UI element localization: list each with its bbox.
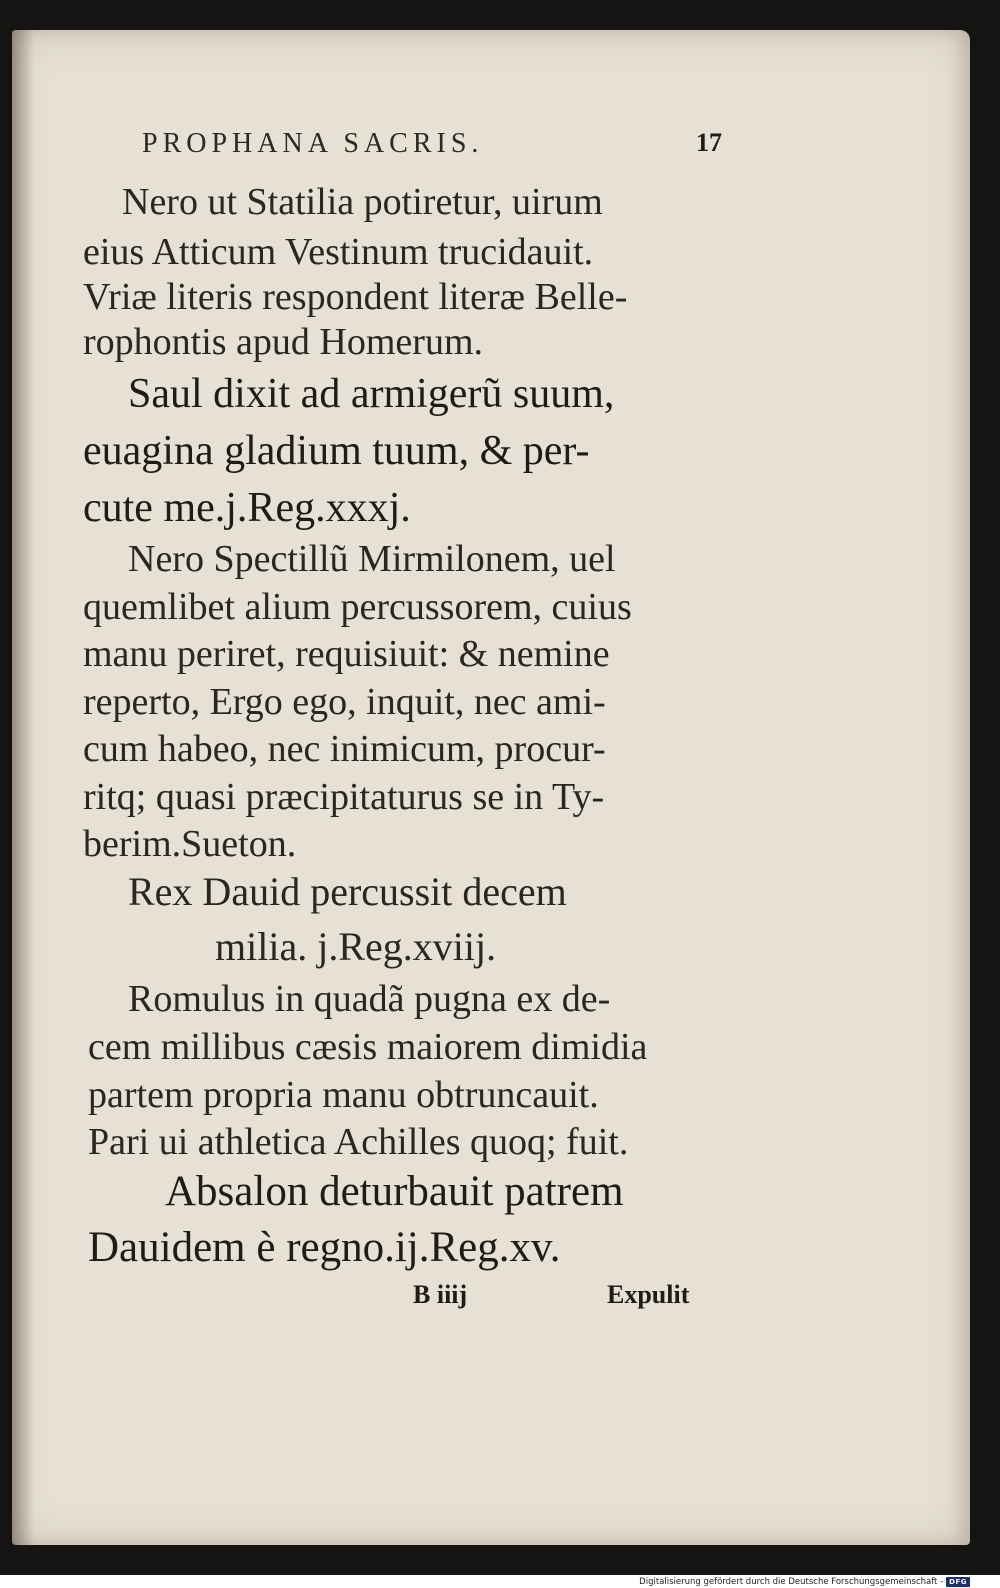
running-title: PROPHANA SACRIS. xyxy=(142,128,484,159)
text-line: Rex Dauid percussit decem xyxy=(128,869,567,914)
text-line: Dauidem è regno.ij.Reg.xv. xyxy=(88,1224,561,1271)
text-line: Vriæ literis respondent literæ Belle- xyxy=(83,276,628,318)
text-line: euagina gladium tuum, & per- xyxy=(83,428,590,474)
text-line: rophontis apud Homerum. xyxy=(83,321,484,363)
text-line: Romulus in quadã pugna ex de- xyxy=(128,978,611,1020)
text-line: Absalon deturbauit patrem xyxy=(165,1168,624,1215)
text-line: berim.Sueton. xyxy=(83,823,297,865)
credit-text: Digitalisierung gefördert durch die Deutsche Forschungsgemeinschaft - xyxy=(639,1577,944,1587)
text-line: eius Atticum Vestinum trucidauit. xyxy=(83,231,594,273)
text-line: cem millibus cæsis maiorem dimidia xyxy=(88,1026,648,1068)
text-line: Saul dixit ad armigerũ suum, xyxy=(128,371,615,417)
text-line: cum habeo, nec inimicum, procur- xyxy=(83,728,606,770)
text-line: quemlibet alium percussorem, cuius xyxy=(83,586,632,628)
text-line: reperto, Ergo ego, inquit, nec ami- xyxy=(83,681,606,723)
text-line: milia. j.Reg.xviij. xyxy=(215,924,497,969)
text-line: Pari ui athletica Achilles quoq; fuit. xyxy=(88,1121,629,1163)
dfg-logo: DFG xyxy=(946,1577,970,1587)
text-line: partem propria manu obtruncauit. xyxy=(88,1074,599,1116)
catchword: Expulit xyxy=(607,1280,690,1309)
folio-number: 17 xyxy=(696,128,722,157)
signature-mark: B iiij xyxy=(413,1280,468,1309)
text-line: cute me.j.Reg.xxxj. xyxy=(83,485,411,531)
text-line: Nero ut Statilia potiretur, uirum xyxy=(122,181,603,223)
text-line: ritq; quasi præcipitaturus se in Ty- xyxy=(83,776,605,818)
text-line: manu periret, requisiuit: & nemine xyxy=(83,633,610,675)
digitization-credit xyxy=(639,1577,970,1587)
text-line: Nero Spectillũ Mirmilonem, uel xyxy=(128,538,616,580)
